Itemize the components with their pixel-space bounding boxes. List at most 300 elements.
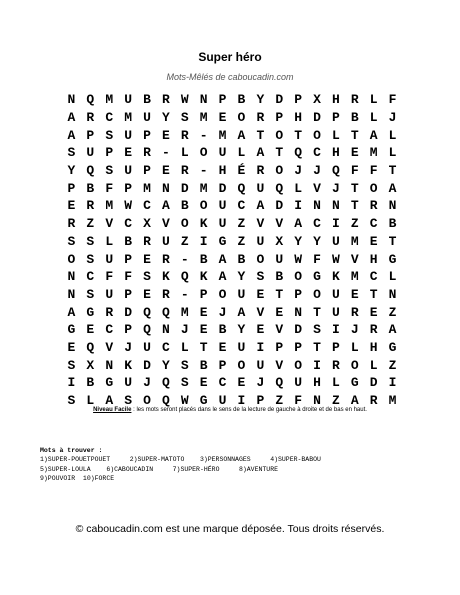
grid-cell: - (161, 145, 170, 161)
grid-cell: G (313, 269, 321, 285)
grid-cell: Z (388, 304, 397, 320)
grid-cell: E (86, 322, 95, 338)
word-item: 4)SUPER-BABOU (270, 456, 321, 464)
grid-cell: Z (275, 393, 284, 409)
grid-cell: Q (275, 180, 284, 196)
grid-cell: J (388, 110, 397, 126)
grid-cell: B (199, 251, 208, 267)
grid-cell: M (180, 304, 189, 320)
grid-cell: T (350, 198, 359, 214)
grid-cell: M (350, 269, 359, 285)
grid-cell: Y (237, 322, 246, 338)
grid-cell: L (86, 393, 95, 409)
grid-cell: V (256, 216, 265, 232)
grid-cell: C (369, 216, 378, 232)
grid-cell: E (161, 163, 170, 179)
grid-cell: D (180, 180, 189, 196)
grid-cell: E (161, 127, 170, 143)
grid-cell: O (313, 286, 321, 302)
grid-cell: R (86, 110, 95, 126)
grid-cell: E (67, 339, 76, 355)
grid-cell: E (369, 304, 378, 320)
page-subtitle: Mots-Mêlés de caboucadin.com (166, 72, 294, 82)
grid-cell: T (388, 163, 397, 179)
grid-cell: F (105, 180, 114, 196)
grid-cell: A (388, 180, 397, 196)
grid-cell: A (350, 393, 359, 409)
grid-cell: F (369, 163, 378, 179)
grid-cell: H (369, 339, 378, 355)
grid-cell: C (124, 216, 133, 232)
grid-cell: R (86, 198, 95, 214)
grid-cell: S (67, 357, 76, 373)
grid-cell: I (237, 393, 246, 409)
grid-cell: E (124, 145, 133, 161)
grid-cell: P (143, 127, 151, 143)
grid-cell: X (143, 216, 151, 232)
grid-cell: F (388, 92, 397, 108)
grid-cell: S (86, 286, 95, 302)
grid-cell: P (124, 180, 133, 196)
grid-cell: S (86, 251, 95, 267)
grid-cell: Z (332, 393, 340, 409)
grid-cell: N (67, 269, 76, 285)
grid-cell: P (218, 357, 227, 373)
grid-cell: H (332, 92, 340, 108)
grid-cell: L (105, 233, 114, 249)
grid-cell: T (313, 304, 321, 320)
grid-cell: L (388, 145, 397, 161)
grid-cell: N (332, 198, 340, 214)
grid-cell: U (105, 251, 114, 267)
grid-cell: P (143, 163, 151, 179)
grid-cell: D (294, 322, 303, 338)
grid-cell: E (369, 233, 378, 249)
grid-cell: V (350, 251, 359, 267)
grid-row (62, 250, 402, 268)
grid-cell: C (313, 145, 321, 161)
grid-cell: R (161, 92, 170, 108)
grid-cell: S (105, 127, 114, 143)
grid-cell: P (86, 127, 95, 143)
grid-cell: O (237, 110, 246, 126)
grid-cell: N (105, 357, 114, 373)
grid-row (62, 179, 402, 197)
grid-row (62, 339, 402, 357)
grid-cell: T (350, 127, 359, 143)
word-item: 3)PERSONNAGES (199, 456, 251, 464)
grid-cell: G (86, 304, 95, 320)
grid-cell: V (275, 357, 284, 373)
grid-cell: R (332, 357, 340, 373)
grid-cell: Y (294, 233, 303, 249)
grid-row (62, 126, 402, 144)
grid-cell: P (332, 339, 340, 355)
grid-cell: U (218, 216, 227, 232)
grid-cell: U (275, 251, 284, 267)
grid-cell: O (294, 357, 303, 373)
grid-row (62, 215, 402, 233)
grid-cell: U (143, 110, 151, 126)
grid-cell: K (124, 357, 133, 373)
grid-cell: L (388, 269, 397, 285)
grid-cell: M (199, 110, 208, 126)
grid-cell: L (369, 110, 378, 126)
grid-cell: T (275, 286, 284, 302)
grid-cell: P (256, 393, 265, 409)
grid-cell: U (143, 339, 151, 355)
grid-cell: R (369, 198, 378, 214)
grid-row (62, 286, 402, 304)
grid-cell: I (332, 322, 340, 338)
grid-cell: I (67, 375, 76, 391)
grid-cell: E (275, 304, 284, 320)
grid-cell: U (294, 375, 303, 391)
grid-cell: J (256, 375, 265, 391)
word-list-row-1 (40, 455, 321, 464)
grid-cell: N (161, 180, 170, 196)
grid-cell: M (388, 393, 397, 409)
grid-cell: R (143, 233, 151, 249)
grid-cell: U (218, 198, 227, 214)
grid-cell: J (350, 322, 359, 338)
grid-cell: L (369, 92, 378, 108)
grid-cell: É (237, 163, 246, 179)
grid-cell: U (124, 163, 133, 179)
grid-cell: B (237, 92, 246, 108)
grid-cell: S (67, 145, 76, 161)
grid-row (62, 374, 402, 392)
grid-cell: J (313, 163, 321, 179)
grid-cell: D (124, 304, 133, 320)
grid-cell: T (256, 127, 265, 143)
grid-cell: J (180, 322, 189, 338)
grid-row (62, 144, 402, 162)
grid-cell: B (199, 357, 208, 373)
grid-cell: C (105, 110, 114, 126)
grid-cell: O (256, 251, 265, 267)
grid-cell: U (256, 180, 265, 196)
grid-cell: L (180, 339, 189, 355)
grid-cell: E (199, 304, 208, 320)
word-item: 1)SUPER-POUETPOUET (40, 456, 111, 464)
grid-cell: O (275, 127, 284, 143)
grid-row (62, 356, 402, 374)
grid-cell: A (369, 127, 378, 143)
grid-cell: G (218, 233, 227, 249)
grid-cell: Y (161, 357, 170, 373)
grid-cell: Q (86, 92, 95, 108)
grid-cell: U (124, 127, 133, 143)
grid-cell: E (218, 339, 227, 355)
grid-cell: R (161, 251, 170, 267)
grid-cell: R (105, 304, 114, 320)
grid-cell: D (275, 198, 284, 214)
grid-cell: Q (86, 163, 95, 179)
grid-cell: Q (143, 304, 151, 320)
grid-cell: T (313, 339, 321, 355)
grid-cell: O (143, 393, 151, 409)
grid-cell: E (256, 286, 265, 302)
grid-cell: A (218, 251, 227, 267)
grid-cell: B (350, 110, 359, 126)
grid-cell: B (124, 233, 133, 249)
grid-cell: D (313, 110, 321, 126)
grid-cell: C (313, 216, 321, 232)
grid-cell: T (350, 180, 359, 196)
grid-cell: D (369, 375, 378, 391)
grid-cell: L (369, 357, 378, 373)
grid-cell: V (275, 216, 284, 232)
grid-cell: - (180, 286, 189, 302)
grid-cell: O (199, 198, 208, 214)
grid-cell: S (143, 269, 151, 285)
grid-cell: B (86, 180, 95, 196)
grid-cell: Y (161, 110, 170, 126)
grid-cell: L (350, 339, 359, 355)
grid-cell: U (237, 286, 246, 302)
grid-cell: K (199, 216, 208, 232)
grid-cell: I (199, 233, 208, 249)
grid-cell: U (332, 304, 340, 320)
grid-cell: D (143, 357, 151, 373)
grid-cell: E (256, 322, 265, 338)
grid-cell: E (350, 145, 359, 161)
grid-cell: T (388, 233, 397, 249)
grid-cell: P (124, 322, 133, 338)
grid-cell: Q (237, 180, 246, 196)
grid-cell: O (218, 286, 227, 302)
word-item: 8)AVENTURE (238, 465, 278, 473)
grid-cell: M (218, 127, 227, 143)
grid-cell: N (199, 92, 208, 108)
grid-cell: G (388, 339, 397, 355)
grid-cell: R (161, 286, 170, 302)
grid-cell: P (199, 286, 208, 302)
grid-cell: G (350, 375, 359, 391)
grid-cell: Y (237, 269, 246, 285)
grid-cell: S (180, 375, 189, 391)
copyright-footer: © caboucadin.com est une marque déposée. Tous droits réservés. (75, 523, 385, 535)
grid-cell: - (180, 251, 189, 267)
grid-cell: B (275, 269, 284, 285)
grid-cell: G (67, 322, 76, 338)
grid-cell: C (369, 269, 378, 285)
grid-cell: A (237, 127, 246, 143)
grid-cell: R (180, 127, 189, 143)
grid-cell: N (67, 286, 76, 302)
instruction-level: Niveau Facile (93, 407, 132, 413)
grid-cell: J (143, 375, 151, 391)
grid-cell: R (67, 216, 76, 232)
grid-cell: Q (294, 145, 303, 161)
grid-cell: S (105, 163, 114, 179)
grid-cell: Z (237, 233, 246, 249)
grid-cell: I (313, 357, 321, 373)
grid-cell: F (105, 269, 114, 285)
grid-cell: T (275, 145, 284, 161)
grid-cell: S (67, 233, 76, 249)
grid-cell: F (350, 163, 359, 179)
grid-cell: P (124, 286, 133, 302)
grid-cell: - (199, 163, 208, 179)
grid-cell: V (161, 216, 170, 232)
grid-cell: S (180, 110, 189, 126)
grid-cell: C (86, 269, 95, 285)
instruction-line (0, 407, 460, 413)
grid-cell: Y (67, 163, 76, 179)
grid-cell: O (275, 163, 284, 179)
page-title: Super héro (198, 50, 262, 64)
grid-cell: L (332, 127, 340, 143)
grid-cell: U (256, 233, 265, 249)
grid-cell: V (105, 339, 114, 355)
grid-cell: X (275, 233, 284, 249)
grid-cell: P (275, 339, 284, 355)
grid-cell: J (332, 180, 340, 196)
grid-cell: M (199, 180, 208, 196)
grid-cell: M (143, 180, 151, 196)
grid-cell: U (332, 233, 340, 249)
word-item: 7)SUPER-HÉRO (172, 465, 220, 473)
word-item: 10)FORCE (82, 474, 115, 482)
grid-cell: V (275, 322, 284, 338)
grid-cell: Y (256, 92, 265, 108)
grid-cell: M (124, 110, 133, 126)
grid-cell: N (161, 322, 170, 338)
grid-cell: U (218, 393, 227, 409)
grid-cell: U (161, 233, 170, 249)
grid-cell: K (199, 269, 208, 285)
grid-cell: E (199, 375, 208, 391)
grid-cell: E (237, 375, 246, 391)
grid-cell: R (369, 322, 378, 338)
grid-cell: A (218, 269, 227, 285)
grid-cell: S (86, 233, 95, 249)
grid-cell: S (180, 357, 189, 373)
grid-cell: G (199, 393, 208, 409)
grid-cell: B (86, 375, 95, 391)
grid-cell: B (237, 251, 246, 267)
grid-cell: L (180, 145, 189, 161)
grid-cell: T (294, 127, 303, 143)
grid-cell: N (313, 393, 321, 409)
grid-cell: P (294, 339, 303, 355)
grid-cell: C (143, 198, 151, 214)
grid-cell: N (388, 286, 397, 302)
grid-cell: L (294, 180, 303, 196)
grid-cell: S (124, 393, 133, 409)
grid-cell: E (143, 286, 151, 302)
grid-row (62, 162, 402, 180)
grid-cell: K (161, 269, 170, 285)
grid-cell: F (124, 269, 133, 285)
grid-cell: Q (86, 339, 95, 355)
grid-cell: Z (237, 216, 246, 232)
grid-cell: X (86, 357, 95, 373)
grid-cell: L (332, 375, 340, 391)
grid-cell: L (237, 145, 246, 161)
grid-cell: O (294, 269, 303, 285)
grid-row (62, 268, 402, 286)
grid-cell: O (67, 251, 76, 267)
word-search-grid (62, 91, 402, 409)
word-item: 2)SUPER-MATOTO (129, 456, 185, 464)
grid-cell: Q (161, 304, 170, 320)
grid-cell: Y (313, 233, 321, 249)
grid-cell: S (256, 269, 265, 285)
grid-cell: Q (332, 163, 340, 179)
grid-cell: U (124, 375, 133, 391)
grid-cell: A (294, 216, 303, 232)
grid-cell: H (369, 251, 378, 267)
grid-cell: E (67, 198, 76, 214)
grid-cell: Z (180, 233, 189, 249)
grid-cell: A (67, 127, 76, 143)
grid-cell: T (369, 286, 378, 302)
grid-row (62, 321, 402, 339)
grid-row (62, 303, 402, 321)
grid-cell: E (199, 322, 208, 338)
grid-cell: R (180, 163, 189, 179)
grid-cell: Q (143, 322, 151, 338)
grid-cell: V (105, 216, 114, 232)
grid-cell: A (67, 110, 76, 126)
grid-cell: I (294, 198, 303, 214)
grid-cell: T (199, 339, 208, 355)
grid-cell: P (124, 251, 133, 267)
grid-cell: M (105, 92, 114, 108)
grid-cell: J (124, 339, 133, 355)
grid-cell: U (332, 286, 340, 302)
grid-cell: U (237, 339, 246, 355)
grid-cell: B (388, 216, 397, 232)
grid-cell: H (313, 375, 321, 391)
grid-cell: Z (86, 216, 95, 232)
grid-cell: W (124, 198, 133, 214)
grid-cell: G (105, 375, 114, 391)
grid-cell: Q (275, 375, 284, 391)
grid-cell: R (256, 110, 265, 126)
grid-cell: V (256, 304, 265, 320)
grid-cell: K (332, 269, 340, 285)
grid-cell: B (143, 92, 151, 108)
grid-cell: P (67, 180, 76, 196)
grid-cell: G (388, 251, 397, 267)
grid-cell: R (369, 393, 378, 409)
grid-cell: L (388, 127, 397, 143)
grid-cell: Q (161, 375, 170, 391)
instruction-text: : les mots seront placés dans le sens de la lecture de gauche à droite et de bas en haut. (131, 407, 367, 413)
grid-cell: D (218, 180, 227, 196)
grid-cell: U (256, 357, 265, 373)
grid-row (62, 197, 402, 215)
grid-cell: R (143, 145, 151, 161)
grid-cell: O (180, 216, 189, 232)
grid-cell: H (332, 145, 340, 161)
grid-cell: P (294, 286, 303, 302)
grid-cell: B (218, 322, 227, 338)
grid-cell: I (256, 339, 265, 355)
grid-cell: O (199, 145, 208, 161)
grid-cell: P (218, 92, 227, 108)
grid-row (62, 109, 402, 127)
grid-cell: N (388, 198, 397, 214)
word-item: 9)POUVOIR (40, 474, 76, 482)
grid-cell: M (350, 233, 359, 249)
word-list-row-3 (40, 474, 321, 483)
grid-cell: A (388, 322, 397, 338)
